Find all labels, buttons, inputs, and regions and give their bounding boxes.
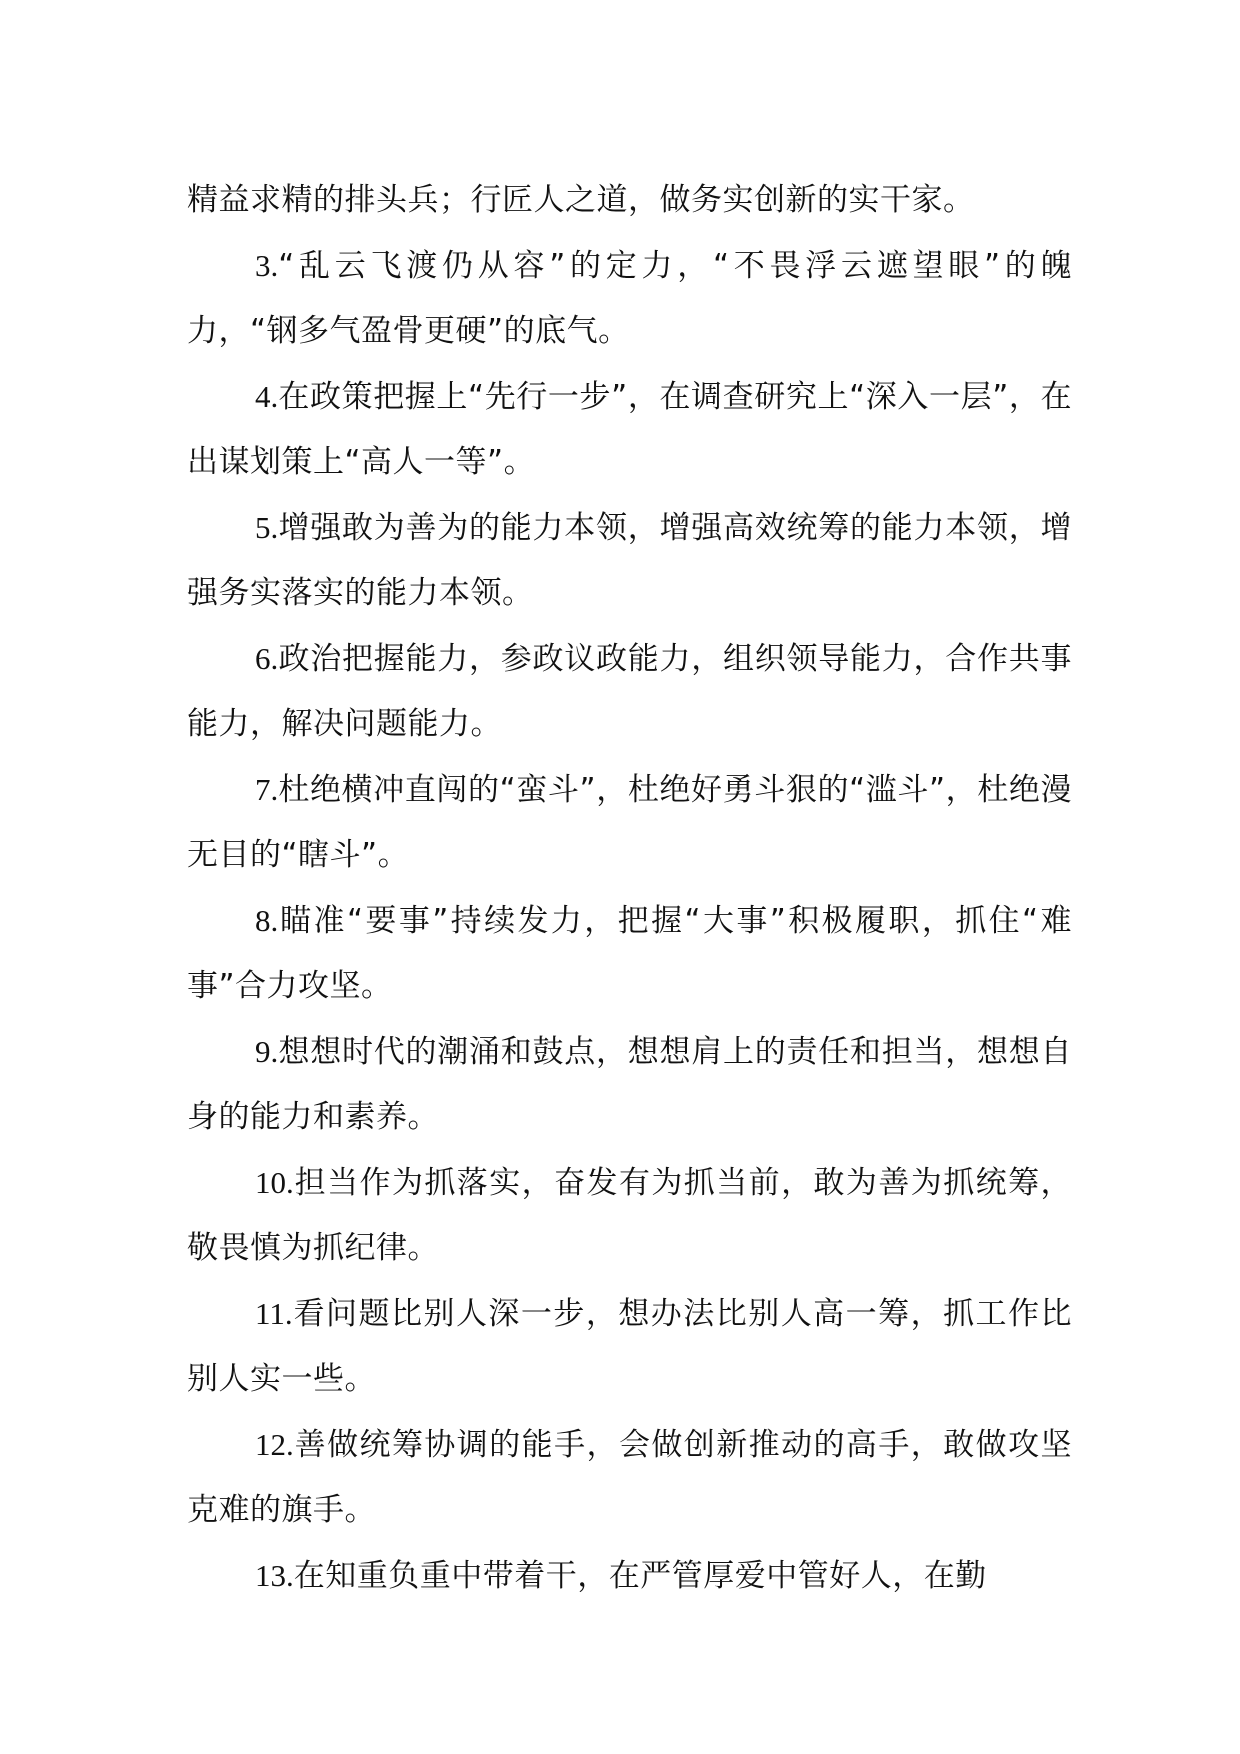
paragraph-continued <box>187 168 1072 233</box>
paragraph-number: 5. <box>255 510 279 545</box>
paragraph-text: 杜绝横冲直闯的“蛮斗”，杜绝好勇斗狠的“滥斗”，杜绝漫无目的“瞎斗”。 <box>187 772 1072 873</box>
paragraph-text: 政治把握能力，参政议政能力，组织领导能力，合作共事能力，解决问题能力。 <box>187 641 1072 742</box>
paragraph-item <box>187 888 1072 1019</box>
paragraph-number: 13. <box>255 1558 294 1593</box>
paragraph-item <box>187 233 1072 364</box>
paragraph-text: 在政策把握上“先行一步”，在调查研究上“深入一层”，在出谋划策上“高人一等”。 <box>187 379 1072 480</box>
paragraph-item <box>187 1150 1072 1281</box>
paragraph-number: 3. <box>255 248 279 283</box>
paragraph-text: 担当作为抓落实，奋发有为抓当前，敢为善为抓统筹，敬畏慎为抓纪律。 <box>187 1165 1072 1266</box>
paragraph-number: 9. <box>255 1034 279 1069</box>
paragraph-number: 4. <box>255 379 279 414</box>
paragraph-item <box>187 1543 1072 1609</box>
paragraph-text: 增强敢为善为的能力本领，增强高效统筹的能力本领，增强务实落实的能力本领。 <box>187 510 1072 611</box>
paragraph-number: 6. <box>255 641 279 676</box>
paragraph-item <box>187 1412 1072 1543</box>
paragraph-text: 看问题比别人深一步，想办法比别人高一筹，抓工作比别人实一些。 <box>187 1296 1072 1397</box>
paragraph-item <box>187 1019 1072 1150</box>
paragraph-number: 7. <box>255 772 279 807</box>
paragraph-item <box>187 1281 1072 1412</box>
paragraph-text: 精益求精的排头兵；行匠人之道，做务实创新的实干家。 <box>187 182 975 218</box>
paragraph-text: 在知重负重中带着干，在严管厚爱中管好人，在勤 <box>293 1558 987 1594</box>
document-body <box>187 168 1072 1609</box>
paragraph-text: 想想时代的潮涌和鼓点，想想肩上的责任和担当，想想自身的能力和素养。 <box>187 1034 1072 1135</box>
paragraph-number: 12. <box>255 1427 294 1462</box>
paragraph-text: 善做统筹协调的能手，会做创新推动的高手，敢做攻坚克难的旗手。 <box>187 1427 1072 1528</box>
paragraph-number: 11. <box>255 1296 293 1331</box>
paragraph-text: 瞄准“要事”持续发力，把握“大事”积极履职，抓住“难事”合力攻坚。 <box>187 903 1072 1004</box>
paragraph-item <box>187 626 1072 757</box>
paragraph-text: “乱云飞渡仍从容”的定力，“不畏浮云遮望眼”的魄力，“钢多气盈骨更硬”的底气。 <box>187 248 1072 349</box>
paragraph-number: 10. <box>255 1165 294 1200</box>
paragraph-item <box>187 757 1072 888</box>
paragraph-item <box>187 364 1072 495</box>
paragraph-number: 8. <box>255 903 279 938</box>
paragraph-item <box>187 495 1072 626</box>
